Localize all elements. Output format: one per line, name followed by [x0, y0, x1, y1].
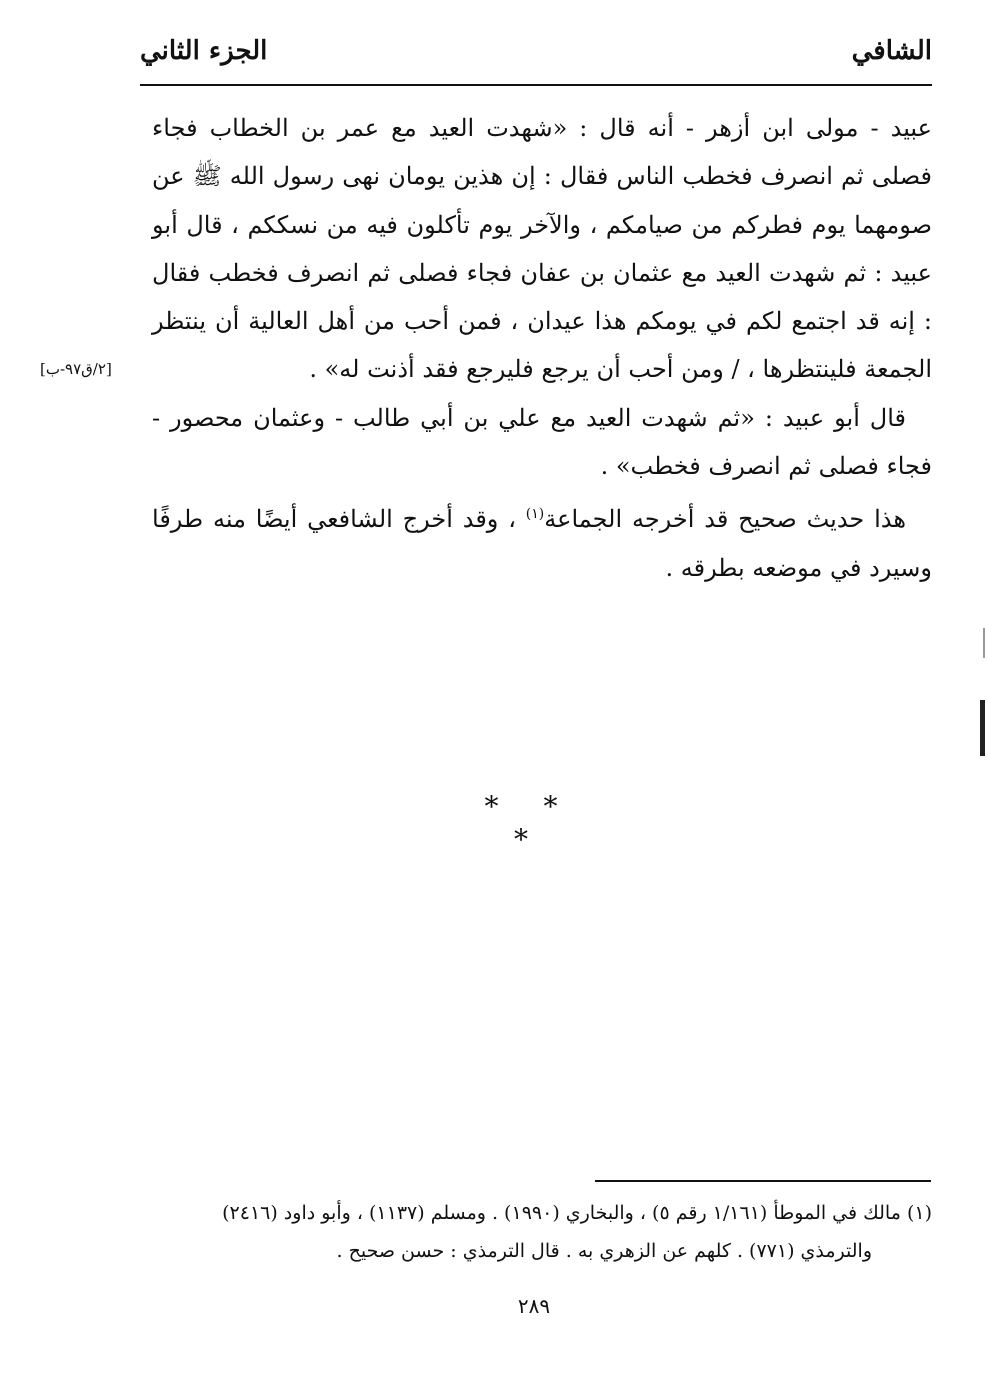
footnote-reference: (١) — [525, 506, 545, 523]
book-title: الشافي — [851, 36, 932, 66]
scan-edge-mark — [980, 700, 985, 756]
paragraph-1: عبيد - مولى ابن أزهر - أنه قال : «شهدت العيد مع عمر بن الخطاب فجاء فصلى ثم انصرف فخطب الناس فقال : إن هذين يومان نهى رسول الله ﷺ عن صومهما يوم فطركم من صيامكم ، والآخر يوم تأكلون فيه من نسككم ، قال أبو عبيد : ثم شهدت العيد مع عثمان بن عفان فجاء فصلى ثم انصرف فخطب فقال : إنه قد اجتمع لكم في يومكم هذا عيدان ، فمن أحب من أهل العالية أن ينتظر الجمعة فلينتظرها ، / ومن أحب أن يرجع فليرجع فقد أذنت له» . — [152, 114, 932, 384]
volume-label: الجزء الثاني — [140, 36, 268, 66]
scan-edge-mark — [983, 628, 985, 658]
header-divider — [140, 84, 932, 86]
running-header — [140, 30, 932, 74]
paragraph-3 — [152, 490, 932, 592]
section-separator: * * * — [484, 790, 576, 856]
paragraph-3-end: ، وقد أخرج الشافعي أيضًا منه طرفًا وسيرد في موضعه بطرقه . — [152, 505, 932, 582]
footnote-1-line-2: والترمذي (٧٧١) . كلهم عن الزهري به . قال الترمذي : حسن صحيح . — [336, 1240, 872, 1262]
paragraph-3-start: هذا حديث صحيح قد أخرجه الجماعة — [544, 505, 906, 534]
manuscript-folio-note: [٢/ق٩٧-ب] — [40, 360, 112, 378]
page-number: ٢٨٩ — [517, 1294, 551, 1318]
footnotes — [140, 1194, 932, 1270]
main-text — [152, 104, 932, 592]
paragraph-2: قال أبو عبيد : «ثم شهدت العيد مع علي بن أبي طالب - وعثمان محصور - فجاء فصلى ثم انصرف فخطب» . — [152, 403, 932, 481]
footnote-divider — [595, 1180, 931, 1182]
footnote-1-line-1: (١) مالك في الموطأ (١/١٦١ رقم ٥) ، والبخاري (١٩٩٠) . ومسلم (١١٣٧) ، وأبو داود (٢٤١٦) — [222, 1202, 932, 1224]
